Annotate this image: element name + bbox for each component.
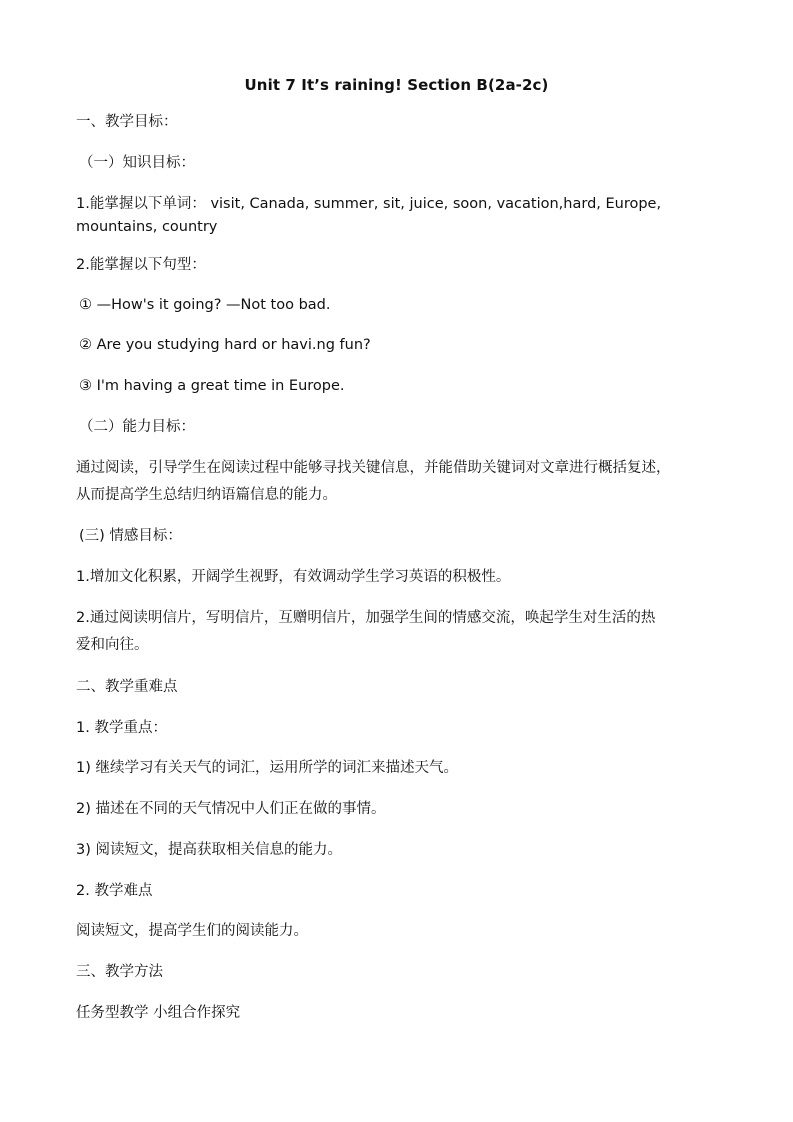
key-point-2: 2) 描述在不同的天气情况中人们正在做的事情。 <box>76 801 386 817</box>
sentence-patterns-heading: 2.能掌握以下句型： <box>76 257 206 273</box>
sentence-pattern-2: ② Are you studying hard or havi.ng fun? <box>79 337 371 353</box>
subsection-knowledge-goals: （一）知识目标： <box>79 155 195 171</box>
sentence-pattern-3: ③ I'm having a great time in Europe. <box>79 378 345 394</box>
sentence-pattern-1: ① —How's it going? —Not too bad. <box>79 297 331 313</box>
emotional-goal-2-continued: 爱和向往。 <box>76 637 149 653</box>
subsection-emotional-goals: (三) 情感目标： <box>79 528 182 544</box>
difficulty-text: 阅读短文，提高学生们的阅读能力。 <box>76 923 308 939</box>
ability-goal-text: 通过阅读，引导学生在阅读过程中能够寻找关键信息，并能借助关键词对文章进行概括复述， <box>76 460 671 476</box>
methods-text: 任务型教学 小组合作探究 <box>76 1005 241 1021</box>
emotional-goal-1: 1.增加文化积累，开阔学生视野，有效调动学生学习英语的积极性。 <box>76 569 511 585</box>
difficulty-heading: 2. 教学难点 <box>76 883 153 899</box>
key-points-heading: 1. 教学重点： <box>76 720 167 736</box>
key-point-1: 1) 继续学习有关天气的词汇，运用所学的词汇来描述天气。 <box>76 760 458 776</box>
ability-goal-text-continued: 从而提高学生总结归纳语篇信息的能力。 <box>76 487 337 503</box>
subsection-ability-goals: （二）能力目标： <box>79 419 195 435</box>
section-heading-objectives: 一、教学目标： <box>76 114 178 130</box>
section-heading-methods: 三、教学方法 <box>76 964 163 980</box>
vocabulary-line: 1.能掌握以下单词： visit, Canada, summer, sit, juice, soon, vacation,hard, Europe, <box>76 196 662 212</box>
vocabulary-line-continued: mountains, country <box>76 219 218 235</box>
key-point-3: 3) 阅读短文，提高获取相关信息的能力。 <box>76 842 342 858</box>
emotional-goal-2: 2.通过阅读明信片，写明信片，互赠明信片，加强学生间的情感交流，唤起学生对生活的热 <box>76 610 656 626</box>
section-heading-key-points: 二、教学重难点 <box>76 679 178 695</box>
document-title: Unit 7 It’s raining! Section B(2a-2c) <box>244 76 549 94</box>
